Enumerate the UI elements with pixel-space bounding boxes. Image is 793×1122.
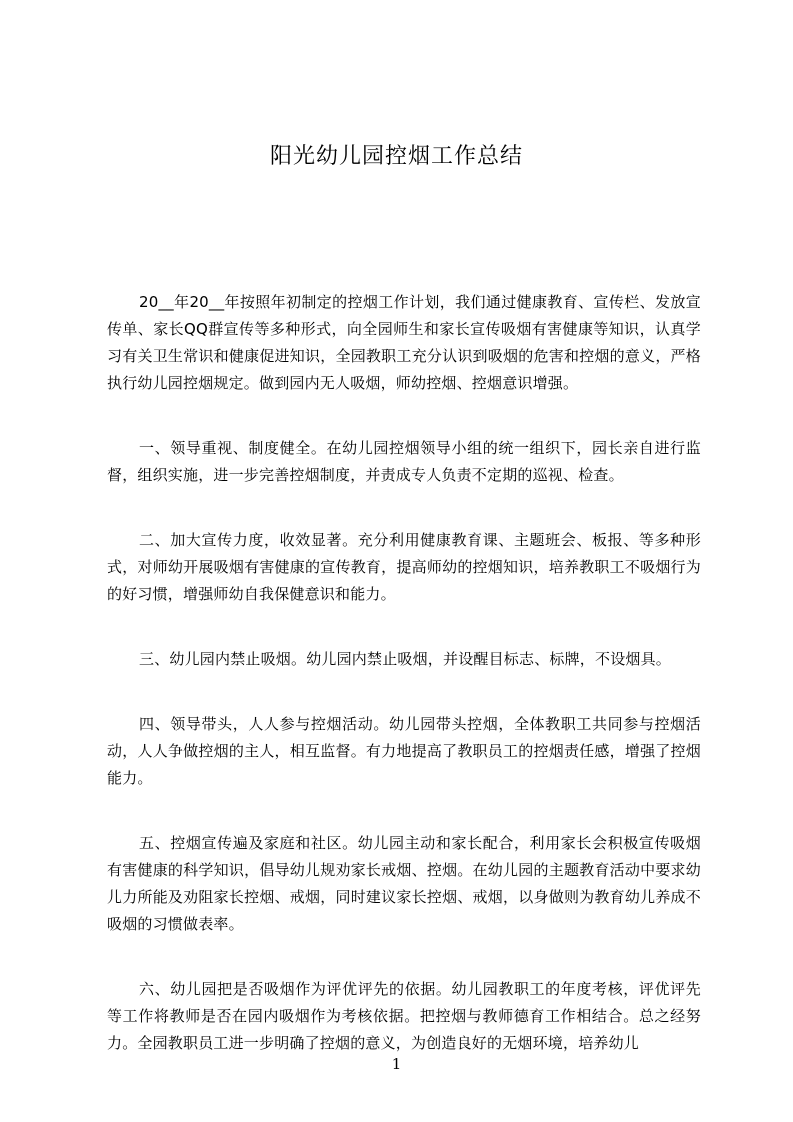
document-body xyxy=(107,289,701,1095)
paragraph-1-leadership: 一、领导重视、制度健全。在幼儿园控烟领导小组的统一组织下，园长亲自进行监督，组织实施，进一步完善控烟制度，并责成专人负责不定期的巡视、检查。 xyxy=(107,439,701,484)
paragraph-5-family-community: 五、控烟宣传遍及家庭和社区。幼儿园主动和家长配合，利用家长会积极宣传吸烟有害健康的科学知识，倡导幼儿规劝家长戒烟、控烟。在幼儿园的主题教育活动中要求幼儿力所能及劝阻家长控烟、戒烟，同时建议家长控烟、戒烟，以身做则为教育幼儿养成不吸烟的习惯做表率。 xyxy=(107,834,701,933)
paragraph-intro: 20__年20__年按照年初制定的控烟工作计划，我们通过健康教育、宣传栏、发放宣传单、家长QQ群宣传等多种形式，向全园师生和家长宣传吸烟有害健康等知识，认真学习有关卫生常识和健康促进知识，全园教职工充分认识到吸烟的危害和控烟的意义，严格执行幼儿园控烟规定。做到园内无人吸烟，师幼控烟、控烟意识增强。 xyxy=(107,293,701,392)
paragraph-6-evaluation: 六、幼儿园把是否吸烟作为评优评先的依据。幼儿园教职工的年度考核，评优评先等工作将教师是否在园内吸烟作为考核依据。把控烟与教师德育工作相结合。总之经努力。全园教职员工进一步明确了控烟的意义，为创造良好的无烟环境，培养幼儿 xyxy=(107,980,701,1052)
paragraph-3-smoking-ban: 三、幼儿园内禁止吸烟。幼儿园内禁止吸烟，并设醒目标志、标牌，不设烟具。 xyxy=(139,650,672,668)
paragraph-2-publicity: 二、加大宣传力度，收效显著。充分利用健康教育课、主题班会、板报、等多种形式，对师幼开展吸烟有害健康的宣传教育，提高师幼的控烟知识，培养教职工不吸烟行为的好习惯，增强师幼自我保健意识和能力。 xyxy=(107,531,701,603)
page-number: 1 xyxy=(391,1055,402,1073)
paragraph-4-participation: 四、领导带头，人人参与控烟活动。幼儿园带头控烟，全体教职工共同参与控烟活动，人人争做控烟的主人，相互监督。有力地提高了教职员工的控烟责任感，增强了控烟能力。 xyxy=(107,715,701,787)
document-title: 阳光幼儿园控烟工作总结 xyxy=(269,144,523,169)
